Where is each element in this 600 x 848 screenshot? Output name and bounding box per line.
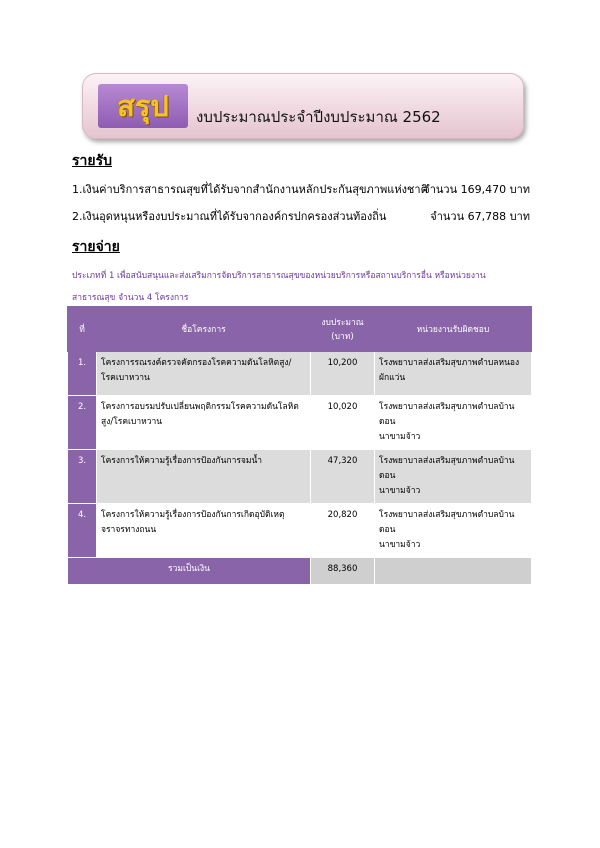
header-no: ที่: [68, 307, 97, 352]
income-item-desc: 1.เงินค่าบริการสาธารณสุขที่ได้รับจากสำนักงานหลักประกันสุขภาพแห่งชาติ: [72, 183, 428, 196]
row-project-name: [97, 504, 311, 558]
row-number: 2.: [68, 396, 97, 450]
total-value: 88,360: [311, 558, 375, 585]
row-agency-line1: โรงพยาบาลส่งเสริมสุขภาพตำบลบ้านดอน: [379, 456, 515, 481]
table-row: [68, 504, 532, 558]
expense-type-line-1: ประเภทที่ 1 เพื่อสนับสนุนและส่งเสริมการจัดบริการสาธารณสุขของหน่วยบริการหรือสถานบริการอื่น หรือหน่วยงาน: [72, 271, 486, 281]
header-agency: หน่วยงานรับผิดชอบ: [375, 307, 532, 352]
income-heading: รายรับ: [72, 153, 112, 169]
table-row: [68, 450, 532, 504]
row-budget: 10,200: [311, 352, 375, 396]
table-total-row: [68, 558, 532, 585]
row-agency: [375, 450, 532, 504]
page-title: งบประมาณประจำปีงบประมาณ 2562: [196, 108, 441, 126]
summary-tag: สรุป: [117, 89, 169, 123]
row-project-name-line2: สูง/โรคเบาหวาน: [101, 417, 163, 427]
row-project-name-line2: โรคเบาหวาน: [101, 373, 150, 383]
row-agency-line1: โรงพยาบาลส่งเสริมสุขภาพตำบลบ้านดอน: [379, 402, 515, 427]
row-project-name: [97, 352, 311, 396]
income-item-desc: 2.เงินอุดหนุนหรืองบประมาณที่ได้รับจากองค์กรปกครองส่วนท้องถิ่น: [72, 210, 387, 223]
table-row: [68, 396, 532, 450]
header-budget-line1: งบประมาณ: [321, 318, 364, 328]
row-number: 3.: [68, 450, 97, 504]
row-project-name: [97, 396, 311, 450]
row-budget: 20,820: [311, 504, 375, 558]
row-agency-line2: นาขามจ้าว: [379, 432, 421, 442]
projects-table: [67, 306, 532, 585]
row-budget: 10,020: [311, 396, 375, 450]
expense-type-line-2: สาธารณสุข จำนวน 4 โครงการ: [72, 293, 189, 303]
row-number: 1.: [68, 352, 97, 396]
row-project-name-line1: โครงการให้ความรู้เรื่องการป้องกันการจมน้ำ: [101, 456, 263, 466]
row-number: 4.: [68, 504, 97, 558]
row-agency: [375, 352, 532, 396]
row-agency: [375, 504, 532, 558]
row-project-name-line1: โครงการรณรงค์ตรวจคัดกรองโรคความดันโลหิตสูง/: [101, 358, 292, 368]
row-budget: 47,320: [311, 450, 375, 504]
income-item-amount: จำนวน 67,788 บาท: [430, 210, 530, 223]
row-project-name: [97, 450, 311, 504]
row-agency-line1: โรงพยาบาลส่งเสริมสุขภาพตำบลหนองผักแว่น: [379, 358, 520, 383]
row-project-name-line1: โครงการอบรมปรับเปลี่ยนพฤติกรรมโรคความดันโลหิต: [101, 402, 299, 412]
row-agency: [375, 396, 532, 450]
table-row: [68, 352, 532, 396]
total-label: รวมเป็นเงิน: [68, 558, 311, 585]
row-project-name-line2: จราจรทางถนน: [101, 525, 157, 535]
row-project-name-line1: โครงการให้ความรู้เรื่องการป้องกันการเกิดอุบัติเหตุ: [101, 510, 285, 520]
expense-heading: รายจ่าย: [72, 239, 120, 255]
table-header-row: [68, 307, 532, 352]
row-agency-line2: นาขามจ้าว: [379, 486, 421, 496]
income-item-amount: จำนวน 169,470 บาท: [423, 183, 530, 196]
row-agency-line2: นาขามจ้าว: [379, 540, 421, 550]
header-budget-line2: (บาท): [331, 332, 354, 342]
row-agency-line1: โรงพยาบาลส่งเสริมสุขภาพตำบลบ้านดอน: [379, 510, 515, 535]
total-empty-cell: [375, 558, 532, 585]
header-budget: [311, 307, 375, 352]
header-name: ชื่อโครงการ: [97, 307, 311, 352]
